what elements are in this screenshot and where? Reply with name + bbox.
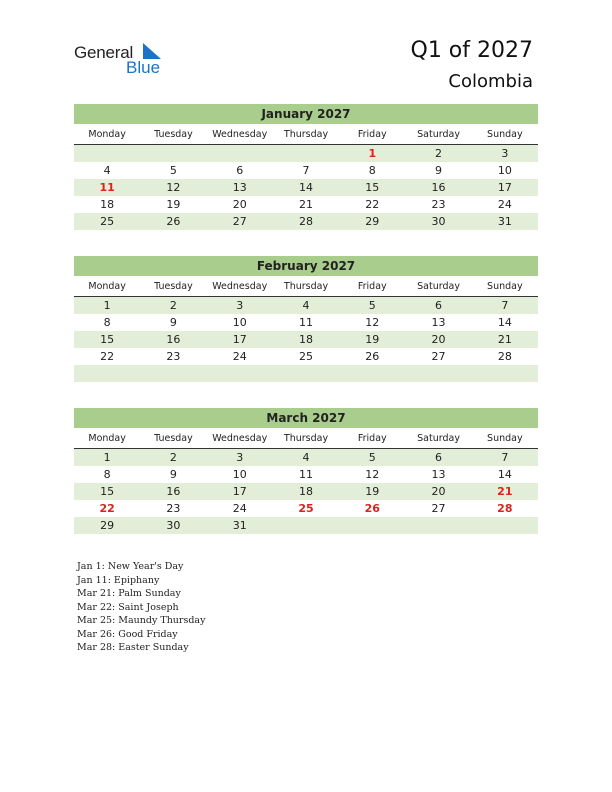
holiday-note: Jan 11: Epiphany <box>77 574 160 586</box>
week-row <box>74 179 538 196</box>
day-cell: 21 <box>497 333 512 346</box>
day-cell: 3 <box>501 147 509 160</box>
day-cell: 27 <box>431 350 446 363</box>
holiday-note: Mar 22: Saint Joseph <box>77 601 179 613</box>
day-cell: 9 <box>169 468 177 481</box>
day-cell: 24 <box>232 350 247 363</box>
day-cell: 2 <box>169 451 177 464</box>
day-cell <box>273 365 339 382</box>
day-cell: 24 <box>232 502 247 515</box>
week-row <box>74 196 538 213</box>
month-header: March 2027 <box>74 408 538 428</box>
day-cell: 26 <box>365 350 380 363</box>
day-cell: 10 <box>497 164 512 177</box>
day-cell: 21 <box>497 485 513 498</box>
day-cell: 11 <box>99 181 115 194</box>
weekday-label: Thursday <box>283 281 329 292</box>
day-cell <box>74 145 140 162</box>
weekday-label: Wednesday <box>212 129 268 140</box>
weekday-label: Friday <box>357 433 387 444</box>
week-row <box>74 466 538 483</box>
day-cell: 3 <box>236 451 244 464</box>
day-cell: 2 <box>435 147 443 160</box>
day-cell: 12 <box>365 468 380 481</box>
weekday-label: Friday <box>357 281 387 292</box>
day-cell: 31 <box>497 215 512 228</box>
weekday-label: Tuesday <box>154 433 193 444</box>
logo-word-general: General <box>74 43 134 62</box>
day-cell: 25 <box>298 502 314 515</box>
day-cell: 27 <box>431 502 446 515</box>
day-cell: 5 <box>368 451 376 464</box>
day-cell <box>339 517 405 534</box>
day-cell: 26 <box>166 215 181 228</box>
week-row <box>74 145 538 162</box>
day-cell: 22 <box>365 198 380 211</box>
day-cell: 30 <box>431 215 446 228</box>
weekday-label: Monday <box>88 433 126 444</box>
day-cell <box>273 517 339 534</box>
day-cell: 1 <box>103 299 111 312</box>
day-cell: 5 <box>169 164 177 177</box>
day-cell: 19 <box>365 333 380 346</box>
day-cell: 7 <box>302 164 310 177</box>
weekday-label: Monday <box>88 281 126 292</box>
month-calendar-january <box>74 104 538 230</box>
country-name: Colombia <box>448 71 533 92</box>
weekday-label: Saturday <box>417 281 460 292</box>
day-cell: 28 <box>298 215 313 228</box>
week-row <box>74 500 538 517</box>
day-cell: 30 <box>166 519 181 532</box>
day-cell: 1 <box>368 147 377 160</box>
week-row <box>74 297 538 314</box>
day-cell: 3 <box>236 299 244 312</box>
day-cell: 12 <box>365 316 380 329</box>
day-cell: 6 <box>435 451 443 464</box>
day-cell: 26 <box>364 502 380 515</box>
day-cell: 10 <box>232 468 247 481</box>
week-row <box>74 213 538 230</box>
day-cell: 10 <box>232 316 247 329</box>
day-cell <box>140 145 206 162</box>
day-cell: 20 <box>232 198 247 211</box>
day-cell: 9 <box>169 316 177 329</box>
day-cell <box>405 517 471 534</box>
day-cell: 16 <box>431 181 446 194</box>
day-cell: 14 <box>497 468 512 481</box>
weekday-label: Friday <box>357 129 387 140</box>
day-cell: 16 <box>166 333 181 346</box>
weekday-label: Saturday <box>417 129 460 140</box>
day-cell: 24 <box>497 198 512 211</box>
day-cell: 28 <box>497 502 513 515</box>
weekday-label: Tuesday <box>154 281 193 292</box>
day-cell: 18 <box>298 485 313 498</box>
weekday-label: Tuesday <box>154 129 193 140</box>
weekday-header-row <box>74 278 538 297</box>
day-cell <box>74 365 140 382</box>
week-row <box>74 331 538 348</box>
week-row <box>74 348 538 365</box>
day-cell: 19 <box>166 198 181 211</box>
holiday-note: Mar 21: Palm Sunday <box>77 588 181 599</box>
day-cell: 28 <box>497 350 512 363</box>
day-cell <box>207 365 273 382</box>
day-cell: 5 <box>368 299 376 312</box>
week-row <box>74 483 538 500</box>
day-cell: 25 <box>298 350 313 363</box>
day-cell: 14 <box>497 316 512 329</box>
day-cell: 23 <box>166 502 181 515</box>
day-cell: 29 <box>365 215 380 228</box>
day-cell: 31 <box>232 519 247 532</box>
day-cell: 13 <box>431 468 446 481</box>
day-cell <box>207 145 273 162</box>
day-cell: 13 <box>431 316 446 329</box>
day-cell: 6 <box>236 164 244 177</box>
holiday-list <box>77 560 205 655</box>
day-cell: 7 <box>501 451 509 464</box>
day-cell: 1 <box>103 451 111 464</box>
day-cell: 16 <box>166 485 181 498</box>
day-cell: 15 <box>365 181 380 194</box>
day-cell: 22 <box>99 502 115 515</box>
week-row <box>74 517 538 534</box>
day-cell: 19 <box>365 485 380 498</box>
day-cell <box>405 365 471 382</box>
weekday-label: Monday <box>88 129 126 140</box>
day-cell: 12 <box>166 181 181 194</box>
weekday-label: Thursday <box>283 433 329 444</box>
weekday-label: Wednesday <box>212 433 268 444</box>
day-cell: 15 <box>100 485 115 498</box>
day-cell: 25 <box>100 215 115 228</box>
day-cell: 4 <box>103 164 111 177</box>
day-cell: 27 <box>232 215 247 228</box>
day-cell: 6 <box>435 299 443 312</box>
day-cell: 8 <box>103 316 111 329</box>
week-row <box>74 314 538 331</box>
weekday-label: Sunday <box>487 281 523 292</box>
day-cell <box>140 365 206 382</box>
day-cell: 4 <box>302 451 310 464</box>
day-cell: 17 <box>497 181 512 194</box>
week-row <box>74 365 538 382</box>
day-cell: 20 <box>431 485 446 498</box>
day-cell: 29 <box>100 519 115 532</box>
week-row <box>74 449 538 466</box>
holiday-note: Mar 25: Maundy Thursday <box>77 615 206 626</box>
weekday-label: Thursday <box>283 129 329 140</box>
weekday-label: Sunday <box>487 129 523 140</box>
day-cell <box>273 145 339 162</box>
logo-word-blue: Blue <box>126 58 161 77</box>
day-cell: 13 <box>232 181 247 194</box>
day-cell: 23 <box>166 350 181 363</box>
day-cell: 11 <box>298 468 313 481</box>
weekday-header-row <box>74 126 538 145</box>
day-cell: 14 <box>298 181 313 194</box>
weekday-label: Wednesday <box>212 281 268 292</box>
holiday-note: Jan 1: New Year's Day <box>77 561 184 572</box>
day-cell: 7 <box>501 299 509 312</box>
day-cell: 8 <box>368 164 376 177</box>
day-cell: 18 <box>100 198 115 211</box>
month-header: January 2027 <box>74 104 538 124</box>
day-cell: 8 <box>103 468 111 481</box>
holiday-note: Mar 28: Easter Sunday <box>77 642 189 653</box>
day-cell: 18 <box>298 333 313 346</box>
day-cell: 9 <box>435 164 443 177</box>
day-cell <box>472 365 538 382</box>
day-cell <box>339 365 405 382</box>
page-title: Q1 of 2027 <box>410 38 533 63</box>
day-cell <box>472 517 538 534</box>
holiday-note: Mar 26: Good Friday <box>77 628 178 640</box>
week-row <box>74 162 538 179</box>
weekday-label: Saturday <box>417 433 460 444</box>
logo <box>74 40 184 80</box>
day-cell: 20 <box>431 333 446 346</box>
day-cell: 21 <box>298 198 313 211</box>
day-cell: 2 <box>169 299 177 312</box>
day-cell: 23 <box>431 198 446 211</box>
day-cell: 4 <box>302 299 310 312</box>
day-cell: 11 <box>298 316 313 329</box>
weekday-label: Sunday <box>487 433 523 444</box>
month-header: February 2027 <box>74 256 538 276</box>
day-cell: 17 <box>232 485 247 498</box>
weekday-header-row <box>74 430 538 449</box>
month-calendar-february <box>74 256 538 382</box>
day-cell: 15 <box>100 333 115 346</box>
day-cell: 17 <box>232 333 247 346</box>
month-calendar-march <box>74 408 538 534</box>
day-cell: 22 <box>100 350 115 363</box>
